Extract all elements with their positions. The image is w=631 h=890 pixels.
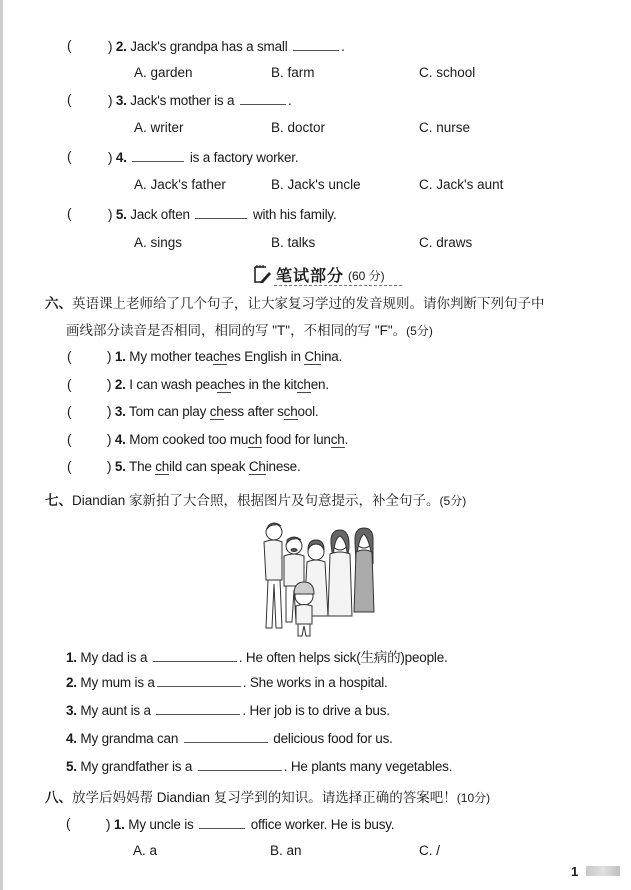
answer-bracket-open[interactable]: ( (67, 404, 72, 419)
answer-blank[interactable] (293, 38, 339, 51)
page-number: 1 (571, 864, 579, 879)
banner-title: 笔试部分 (276, 268, 345, 285)
answer-bracket-open[interactable]: ( (67, 349, 72, 364)
option-b[interactable]: B. talks (271, 235, 316, 250)
question-text: ) 4. is a factory worker. (108, 150, 299, 165)
option-c[interactable]: C. / (419, 843, 441, 858)
option-c[interactable]: C. draws (419, 235, 473, 250)
answer-blank[interactable] (195, 206, 247, 219)
option-b[interactable]: B. doctor (271, 120, 326, 135)
notebook-pencil-icon (252, 264, 272, 284)
section-8-heading: 八、放学后妈妈帮 Diandian 复习学到的知识。请选择正确的答案吧！(10分) (45, 790, 491, 805)
family-photo-illustration (252, 520, 382, 638)
answer-bracket-open[interactable]: ( (67, 377, 72, 392)
item-text: 2. My mum is a . She works in a hospital. (66, 675, 388, 690)
item-text: ) 5. The child can speak Chinese. (107, 459, 301, 474)
option-b[interactable]: B. farm (271, 65, 315, 80)
section-7-heading: 七、Diandian 家新拍了大合照，根据图片及句意提示，补全句子。(5分) (45, 493, 467, 508)
question-text: ) 1. My uncle is office worker. He is busy. (106, 817, 395, 832)
option-a[interactable]: A. garden (134, 65, 193, 80)
answer-blank[interactable] (184, 730, 268, 743)
answer-blank[interactable] (199, 816, 245, 829)
answer-bracket-open[interactable]: ( (67, 432, 72, 447)
answer-blank[interactable] (157, 674, 241, 687)
option-a[interactable]: A. Jack's father (134, 177, 226, 192)
question-text: ) 5. Jack often with his family. (108, 207, 337, 222)
option-c[interactable]: C. nurse (419, 120, 471, 135)
item-text: ) 2. I can wash peaches in the kitchen. (107, 377, 329, 392)
answer-bracket-open[interactable]: ( (67, 92, 72, 107)
answer-blank[interactable] (132, 149, 184, 162)
answer-blank[interactable] (198, 758, 282, 771)
answer-blank[interactable] (240, 92, 286, 105)
answer-bracket-open[interactable]: ( (67, 149, 72, 164)
option-a[interactable]: A. a (133, 843, 158, 858)
answer-blank[interactable] (156, 702, 240, 715)
item-text: 1. My dad is a . He often helps sick(生病的)people. (66, 650, 448, 665)
answer-bracket-open[interactable]: ( (66, 816, 71, 831)
option-c[interactable]: C. school (419, 65, 476, 80)
item-text: 3. My aunt is a . Her job is to drive a bus. (66, 703, 390, 718)
section-6-heading: 六、英语课上老师给了几个句子，让大家复习学过的发音规则。请你判断下列句子中 (45, 296, 545, 311)
answer-blank[interactable] (153, 649, 237, 662)
written-test-banner (252, 262, 402, 286)
page-corner-decoration (586, 866, 620, 876)
question-text: ) 2. Jack's grandpa has a small . (108, 39, 345, 54)
dashed-underline (274, 285, 402, 286)
item-text: 5. My grandfather is a . He plants many vegetables. (66, 759, 453, 774)
answer-bracket-open[interactable]: ( (67, 38, 72, 53)
option-a[interactable]: A. writer (134, 120, 184, 135)
item-text: 4. My grandma can delicious food for us. (66, 731, 393, 746)
banner-score: (60 分) (348, 269, 385, 283)
option-b[interactable]: B. Jack's uncle (271, 177, 361, 192)
option-c[interactable]: C. Jack's aunt (419, 177, 504, 192)
answer-bracket-open[interactable]: ( (67, 206, 72, 221)
option-a[interactable]: A. sings (134, 235, 183, 250)
option-b[interactable]: B. an (270, 843, 302, 858)
page-edge (0, 0, 3, 890)
item-text: ) 3. Tom can play chess after school. (107, 404, 319, 419)
answer-bracket-open[interactable]: ( (67, 459, 72, 474)
question-text: ) 3. Jack's mother is a . (108, 93, 292, 108)
item-text: ) 1. My mother teaches English in China. (107, 349, 343, 364)
section-6-heading-line2: 画线部分读音是否相同，相同的写 "T"，不相同的写 "F"。(5分) (66, 323, 433, 338)
item-text: ) 4. Mom cooked too much food for lunch. (107, 432, 349, 447)
